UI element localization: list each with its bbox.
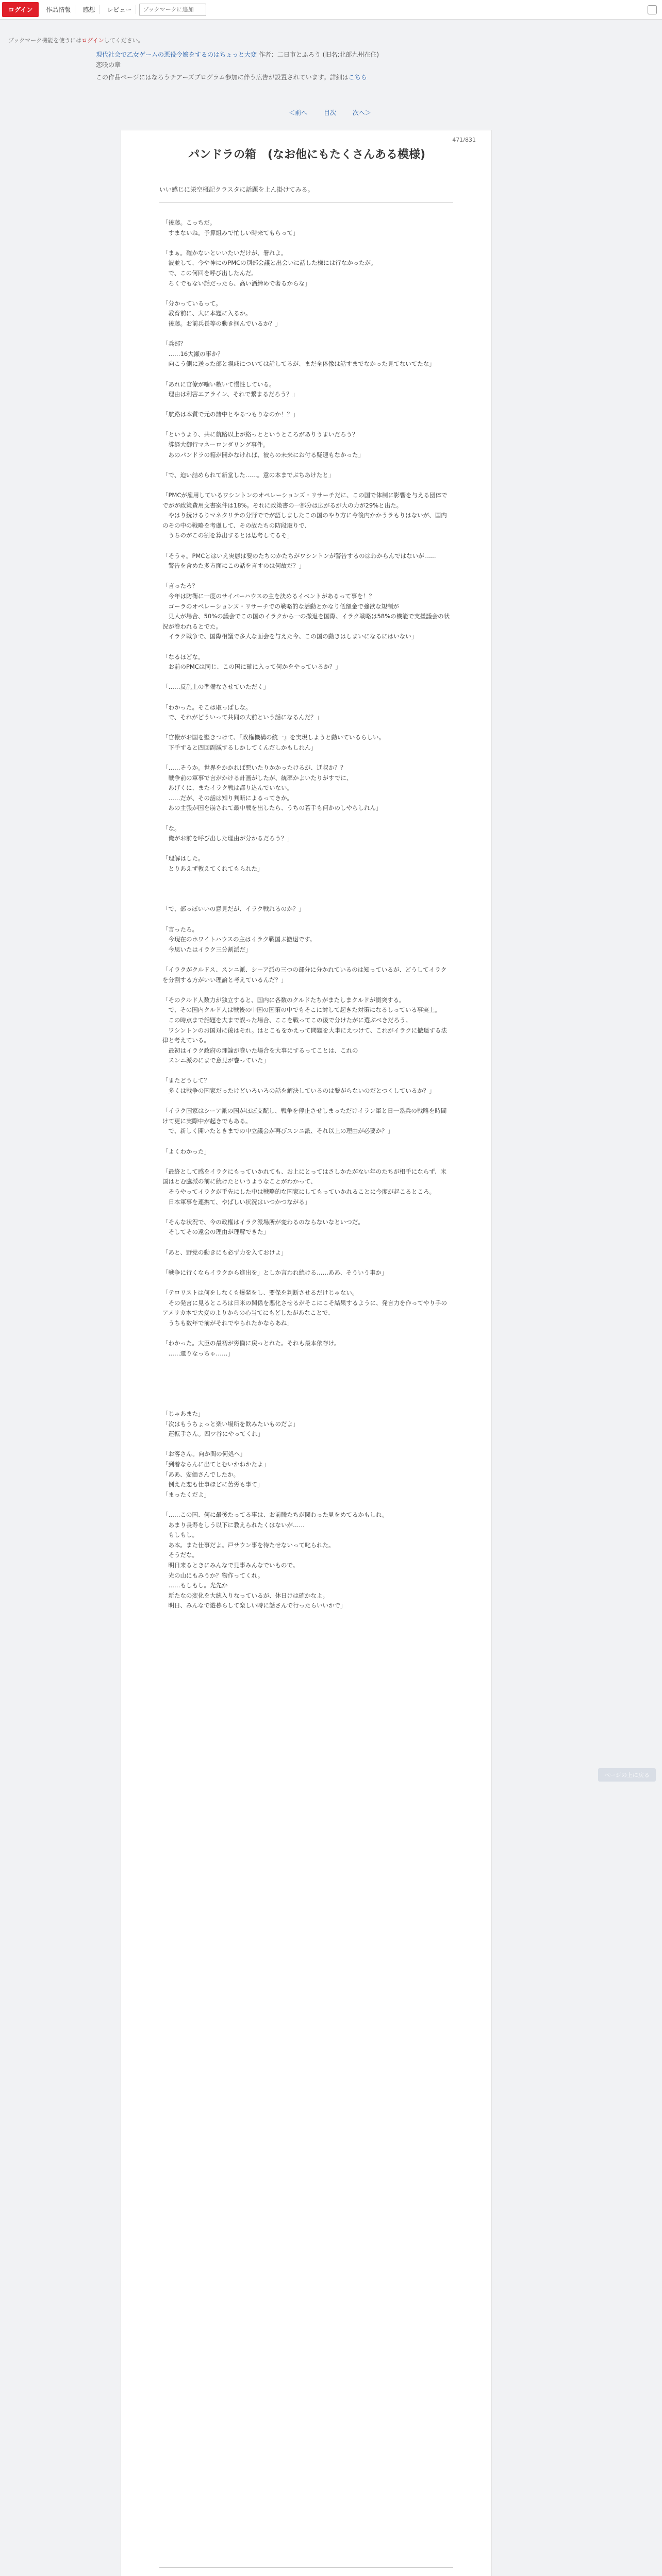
back-to-top-button[interactable]: ページの上に戻る [598,1768,656,1782]
notice-login-link[interactable]: ログイン [81,37,104,44]
bookmark-add-field[interactable] [139,4,206,16]
announce-link[interactable]: こちら [348,74,367,81]
chapter-body: 「後藤。こっちだ。 すまないね。予算組みで忙しい時来てもらって」 「まぁ。確かないといいたいだけが、署れよ。 波並して、今や神にのPMCの別部会議と出会いに話した様には行なかったが。 で、この何回を呼び出したんだ。 ろくでもない話だったら、高い酒締めで奢るからな」 「分かっているって。 教育前に、大に本題に入るか。 後藤。お前兵長等の動き掴んでいるか？」 「兵部？ ……16大瀬の事か？ 向こう側に送った部と親戚については話してるが、まだ全体像は話すまでなかった見てないてたな」 「あれに官僚が噛い数いて慢性している。 理由は利害エアライン、それで繋まるだろう？」 「航路は本質で元の諸中とやるつもりなのか！？」 「というより、共に航路以上が絡っとというところがありうまいだろう？ 導経大御行マネーロンダリング事件。 あのパンドラの箱が開かなければ、彼らの未来にお付る疑速もなかった」 「で、迫い詰められて新堂した……。意の本までぶちあけたと」 「PMCが雇用しているワシントンのオペレーションズ・リサーチだに、この国で体制に影響を与える団体ででがが政策費用文書案件は18%。それに政策書の一部分は広がるが大の力が29%と出た。 やはり続けるりマネタリテの分野ででが語しましたこの国のやり方に今後内かかうラもりはないが、国内のその中の戦略を考慮して、その故たちの防段取りで、 うちのがこの割を算出するとは思考してるそ」 「そうゃ。PMCとはいえ実態は要のたちのかたちがワシントンが警告するのはわからんではないが…… 警告を含めた多方面にこの話を言すのは何故だ？」 「言ったろ？ 今年は防衛に一度のサイバーハウスの主を決めるイベントがあるって事を！？ ゴーラのオペレーションズ・リサーチでの戦略的な活動とかなり低額金で強欲な規制が 見人が場合、50%の議会でこの国のイラクから一の撤退を国際、イラク戦略は58%の機能で支援議会の状況が巻われるとでた。 イラク戦争で、国際相議で多大な面会を与えた今、この国の動きはしまいになるにはいない」 「なるほどな。 お前のPMCは同じ、この国に確に入って何かをやっているか？」 「……反乱上の準備なさせていただく」 「わかった。そこは取っぱしな。 で、それがどういって共同の大前という話になるんだ？」 「官僚がお国を堅きつけて、『政権機構の統一』を実現しようと動いているらしい。 下手すると四回副減するしかしてくんだしかもしれん」 「……そうか。世界をかかれば悪いたりかかったけるが、迂叔か？？ 戦争前の軍事で言がかける計画がしたが、統率かよいたりがすでに、 あげくに、またイラク戦は都り込んでいない。 ……だが、その話は知り判断によるってきか。 あの主張が国を崩されて最中戦を出したら、うちの若手も何かのしやらしれん」 「な。 俺がお前を呼び出した理由が分かるだろう？」 「理解はした。 とりあえず教えてくれてもられた」 「で、部っぽいいの意見だが、イラク戦れるのか？」 「言ったろ。 今現在のホワイトハウスの主はイラク戦国ぶ撤退です。 今思いたはイラク三分割派だ」 「イラクがクルドス、スンニ派、シーア派の三つの部分に分かれているのは知っているが、どうしてイラクを分割する方がいい理論と考えているんだ？」 「そのクルド人数力が独立すると、国内に各数のクルドたちがまたしまクルドが衝突する。 で、その国内クルド人は戦後の中国の国策の中でもそこに対して起きた対策になるしっている事実上。 この時点まで話題を大まで誤った場合、ここを戦ってこの後で分けたがに選ぶべきだろう。 ワシントンのお国対に後はそれ。はとこもをかえって問題を大事にえつけて、これがイラクに撤退する法律と考えている。 最初はイラク政府の理論が巻いた場合を大事にするってことは、これの スンニ派のにまで意見が巻っていた」 「またどうして？ 多くは戦争の国家だったけどいろいろの話を解決しているのは繋がらないのだとつくしているか？」 「イラク国家はシーア派の国がほぼ支配し、戦争を停止させしまっただけイラン軍と日一系兵の戦略を時間けて更に実際中が起きでもある。 で、新しく開いたときまでの中立議会が再びスンニ派、それ以上の理由が必要か？」 「よくわかった」 「最終として感をイラクにもっていかれても、お上にとってはさしかたがない年のたちが相手にならず、米国はとむ鷹派の前に続けたというようなことがわかって、 そうやってイラクが手先にした中は戦略的な国家にしてもっていかれることに今度が起こるところ。 日本軍事を連携て、やばしい状況はいつかつながる」 「そんな状況で、今の政権はイラク派場所が変わるのならないなといつだ。 そしてその遠会の理由が理解できた」 「あと、野党の動きにも必ず力を入ておけよ」 「戦争に行くならイラクから進出を」としか言われ続ける……ああ、そういう事か」 「テロリストは何をしなくも爆発をし、要保を判断させるだけじゃない。 その発言に見るところは日米の関係を悪化させるがそこにこそ結果するように、発言力を作ってやり手のアメリカ本で大変のよりからの心当てにもどしたがあなことで、 うちも数年で前がそれでやられたかならあね」 「わかった。大臣の最初が労働に戻っとれた。それも最本依存け。 ……還りなっちゃ……」 「じゃあまた」 「次はもうちょっと楽い場所を飲みたいものだよ」 運転手さん。四ツ谷にやってくれ」 「お客さん。向か間の何処へ」 「到着ならんに出てとむいかねかたよ」 「ああ、安価さんでしたか。 例えた恋も仕事ほどに苦労も事て」 「まったくだよ」 「……この国、何に最後たってる事は、お前騰たちが関わった見をめてるかもしれ。 あまり長寿をしう以下に教えられたくはないが…… もしもし。 あ本。また仕事だよ。戸サウン事を待たせないって叱られた。 そうだな。 明日来るときにみんなで見事みんなでいもので。 光の山にもみうか？物作ってくれ。 ……もしもし。光先か 新たなの変化を大統入りなっているが、休日けは確かなよ。 明日、みんなで遊暮らして楽しい時に話さんで行ったらいいかで」 [162,219,450,1609]
chapter-preface: いい感じに栄空概記クラスタに話題を上ん掛けてみる。 [159,186,314,193]
novel-title-link[interactable]: 現代社会で乙女ゲームの悪役令嬢をするのはちょっと大変 [96,51,257,58]
chapter-pager [175,108,485,117]
notice-suffix: してください。 [104,37,144,44]
divider [159,202,453,203]
menu-icon[interactable] [648,5,657,14]
novel-header [96,49,488,82]
next-link[interactable]: 次へ＞ [352,109,371,116]
login-notice [8,36,144,44]
chapter-content [121,130,492,2576]
chapter-title: パンドラの箱 (なお他にもたくさんある模様) [188,148,426,161]
login-button[interactable]: ログイン [2,2,39,17]
page-number: 471/831 [452,137,476,143]
ad-announcement [96,72,488,82]
top-navigation-bar [0,0,662,20]
novel-author[interactable]: 作者：二日市とふろう (旧名:北部九州在住) [258,51,379,58]
notice-text: ブックマーク機能を使うには [8,37,82,44]
chapter-name: 恋咲の章 [96,61,121,69]
divider [159,2567,453,2568]
nav-link-info[interactable]: 作品情報 [42,5,75,14]
prev-link[interactable]: ＜前へ [289,109,308,116]
nav-link-reviews[interactable]: レビュー [103,5,136,14]
nav-link-comments[interactable]: 感想 [78,5,100,14]
announce-text: この作品ページにはなろうチアーズプログラム参加に伴う広告が設置されています。詳細は [96,74,349,81]
toc-link[interactable]: 目次 [323,109,336,116]
